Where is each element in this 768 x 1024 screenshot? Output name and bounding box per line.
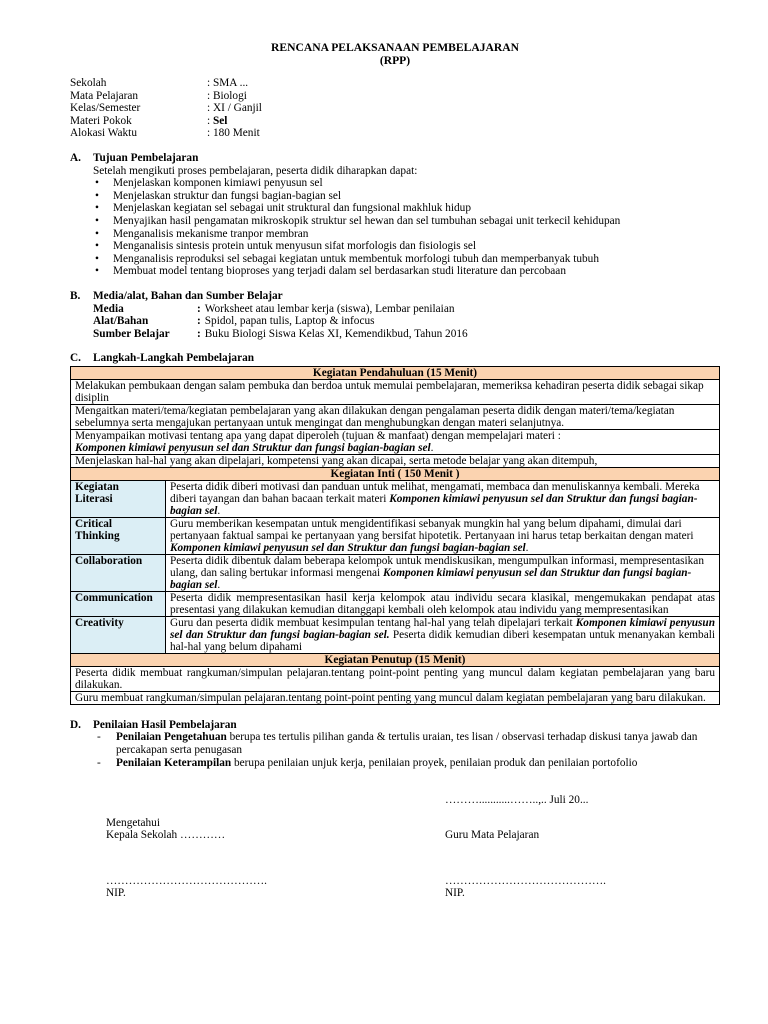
table-row (71, 480, 720, 517)
identity-row (70, 90, 720, 103)
learning-steps-table (70, 366, 720, 705)
table-row (71, 366, 720, 379)
activity-text-critical (166, 517, 720, 554)
activity-label-communication: Communication (71, 591, 166, 616)
identity-table (70, 77, 720, 140)
media-row (93, 315, 720, 328)
media-label: Sumber Belajar (93, 327, 170, 340)
table-cell: Melakukan pembukaan dengan salam pembuka dan berdoa untuk memulai pembelajaran, memeriksa kehadiran peserta didik sebagai sikap disiplin (71, 379, 720, 404)
list-item: • Menganalisis mekanisme tranpor membran (93, 228, 720, 241)
label-line: Literasi (75, 492, 113, 505)
band-penutup: Kegiatan Penutup (15 Menit) (71, 653, 720, 666)
table-cell: Guru membuat rangkuman/simpulan pelajaran.tentang point-point penting yang muncul dalam kegiatan pembelajaran yang baru dilakukan. (71, 691, 720, 704)
list-item: • Membuat model tentang bioproses yang terjadi dalam sel berdasarkan studi literature dan percobaan (93, 265, 720, 278)
nip-right: NIP. (445, 887, 465, 899)
section-title: Tujuan Pembelajaran (93, 151, 199, 164)
table-row (71, 429, 720, 454)
activity-label-literasi (71, 480, 166, 517)
band-pendahuluan: Kegiatan Pendahuluan (15 Menit) (71, 366, 720, 379)
section-c-heading (70, 352, 720, 365)
label-line: Critical (75, 517, 113, 530)
mengetahui-label: Mengetahui (106, 817, 160, 829)
section-a-body (70, 165, 720, 278)
identity-value: : 180 Menit (207, 127, 260, 140)
section-title: Media/alat, Bahan dan Sumber Belajar (93, 289, 283, 302)
identity-value (207, 115, 227, 128)
activity-label-collaboration: Collaboration (71, 554, 166, 591)
cell-text: Menyampaikan motivasi tentang apa yang dapat diperoleh (tujuan & manfaat) dengan mempelajari materi : (75, 429, 561, 442)
table-row (71, 616, 720, 653)
identity-label: Materi Pokok (70, 114, 132, 127)
list-item (93, 731, 720, 756)
activity-label-critical (71, 517, 166, 554)
section-a (70, 152, 720, 278)
identity-label: Alokasi Waktu (70, 127, 137, 140)
table-cell: Menjelaskan hal-hal yang akan dipelajari, kompetensi yang akan dicapai, serta metode belajar yang akan ditempuh, (71, 454, 720, 467)
activity-text-creativity (166, 616, 720, 653)
identity-row (70, 115, 720, 128)
identity-value: : Biologi (207, 89, 247, 102)
cell-text-emphasis: Komponen kimiawi penyusun sel dan Struktur dan fungsi bagian-bagian sel (170, 492, 698, 517)
cell-text: Peserta didik dibentuk dalam beberapa kelompok untuk mendiskusikan, mengumpulkan informasi, mempresentasikan ulang, dan saling bertukar informasi mengenai (170, 554, 704, 579)
table-row (71, 404, 720, 429)
item-bold: Penilaian Pengetahuan (116, 731, 227, 744)
table-row (71, 554, 720, 591)
doc-title-line2: (RPP) (379, 54, 411, 67)
band-inti: Kegiatan Inti ( 150 Menit ) (71, 467, 720, 480)
section-d-heading (70, 719, 720, 732)
item-text: berupa tes tertulis pilihan ganda & tertulis uraian, tes lisan / observasi terhadap diskusi tanya jawab dan percakapan serta penugasan (116, 731, 698, 757)
cell-text-emphasis: Komponen kimiawi penyusun sel dan Struktur dan fungsi bagian-bagian sel (170, 541, 526, 554)
identity-colon: : (207, 114, 213, 127)
media-colon: : (197, 302, 201, 315)
section-b-heading (70, 290, 720, 303)
list-item: • Menyajikan hasil pengamatan mikroskopik struktur sel hewan dan sel tumbuhan sebagai unit terkecil kehidupan (93, 215, 720, 228)
item-text: berupa penilaian unjuk kerja, penilaian proyek, penilaian produk dan penilaian portofolio (231, 756, 638, 769)
nip-left: NIP. (106, 887, 126, 899)
activity-label-creativity: Creativity (71, 616, 166, 653)
media-list (70, 303, 720, 341)
list-item: • Menjelaskan komponen kimiawi penyusun sel (93, 177, 720, 190)
signature-date: ………...........……..,.. Juli 20... (445, 794, 589, 806)
section-number: C. (70, 352, 81, 365)
cell-text: . (430, 441, 434, 454)
identity-value-bold: Sel (212, 114, 228, 127)
media-value: Buku Biologi Siswa Kelas XI, Kemendikbud, Tahun 2016 (204, 327, 468, 340)
identity-value: : XI / Ganjil (207, 102, 262, 115)
list-item: • Menjelaskan struktur dan fungsi bagian-bagian sel (93, 190, 720, 203)
section-title: Penilaian Hasil Pembelajaran (93, 718, 237, 731)
section-number: A. (70, 151, 81, 164)
media-label: Media (93, 302, 124, 315)
section-c (70, 352, 720, 705)
table-row (71, 517, 720, 554)
section-number: B. (70, 289, 81, 302)
signature-line-left: ……………………………………. (106, 875, 267, 887)
identity-label: Sekolah (70, 77, 107, 89)
table-row (71, 379, 720, 404)
section-title: Langkah-Langkah Pembelajaran (93, 352, 255, 365)
media-value: Worksheet atau lembar kerja (siswa), Lembar penilaian (204, 302, 455, 315)
media-value: Spidol, papan tulis, Laptop & infocus (204, 315, 375, 328)
signature-line-right: ……………………………………. (445, 875, 606, 887)
cell-text: . (525, 541, 529, 554)
list-item: • Menganalisis reproduksi sel sebagai kegiatan untuk membentuk morfologi tubuh dan memperbanyak tubuh (93, 253, 720, 266)
cell-text: Peserta didik diberi motivasi dan panduan untuk melihat, mengamati, membaca dan menuliskannya kembali. Mereka diberi tayangan dan bahan bacaan terkait materi (170, 480, 700, 505)
table-row (71, 691, 720, 704)
cell-text: Peserta didik kemudian diberi kesempatan untuk menanyakan kembali hal-hal yang belum dipahami (170, 628, 715, 653)
list-item: • Menganalisis sintesis protein untuk menyusun sifat morfologis dan fisiologis sel (93, 240, 720, 253)
item-bold: Penilaian Keterampilan (116, 756, 232, 769)
activity-text-communication: Peserta didik mempresentasikan hasil kerja kelompok atau individu secara klasikal, mengemukakan pendapat atas presentasi yang dilakukan kemudian ditanggapi kembali oleh kelompok atau individu yang mempresentasikan (166, 591, 720, 616)
table-row (71, 591, 720, 616)
rpp-document (70, 41, 720, 769)
media-row (93, 303, 720, 316)
doc-title-line1: RENCANA PELAKSANAAN PEMBELAJARAN (271, 41, 519, 54)
cell-text: . (217, 578, 221, 591)
cell-text: Guru memberikan kesempatan untuk mengidentifikasi sebanyak mungkin hal yang belum dipahami, dimulai dari pertanyaan faktual sampai ke pertanyaan yang bersifat hipotetik. Pertanyaan ini harus tetap berkaitan dengan materi (170, 517, 694, 542)
section-a-heading (70, 152, 720, 165)
doc-title (70, 41, 720, 67)
media-colon: : (197, 315, 201, 328)
identity-value: : SMA ... (207, 77, 249, 89)
media-label: Alat/Bahan (93, 315, 149, 328)
label-line: Thinking (75, 529, 120, 542)
identity-label: Mata Pelajaran (70, 89, 139, 102)
objectives-list (93, 177, 720, 278)
identity-label: Kelas/Semester (70, 102, 141, 115)
table-cell: Peserta didik membuat rangkuman/simpulan pelajaran.tentang point-point penting yang muncul dalam kegiatan pembelajaran yang baru dilakukan. (71, 666, 720, 691)
table-cell: Mengaitkan materi/tema/kegiatan pembelajaran yang akan dilakukan dengan pengalaman peserta didik dengan materi/tema/kegiatan sebelumnya serta mengajukan pertanyaan untuk mengingat dan menghubungkan dengan materi selanjutnya. (71, 404, 720, 429)
cell-text: Guru dan peserta didik membuat kesimpulan tentang hal-hal yang telah dipelajari terkait (170, 616, 576, 629)
cell-text-emphasis: Komponen kimiawi penyusun sel dan Struktur dan fungsi bagian-bagian sel (75, 441, 431, 454)
identity-row (70, 127, 720, 140)
guru-label: Guru Mata Pelajaran (445, 829, 540, 841)
table-cell (71, 429, 720, 454)
assessment-list (70, 731, 720, 769)
identity-row (70, 77, 720, 90)
activity-text-literasi (166, 480, 720, 517)
list-item: • Menjelaskan kegiatan sel sebagai unit struktural dan fungsional makhluk hidup (93, 202, 720, 215)
media-colon: : (197, 327, 201, 340)
table-row (71, 454, 720, 467)
media-row (93, 328, 720, 341)
list-item (93, 757, 720, 770)
section-b (70, 290, 720, 340)
identity-row (70, 102, 720, 115)
objectives-intro: Setelah mengikuti proses pembelajaran, peserta didik diharapkan dapat: (93, 164, 418, 177)
table-row (71, 653, 720, 666)
kepala-sekolah-label: Kepala Sekolah ………… (106, 829, 226, 841)
table-row (71, 666, 720, 691)
section-d (70, 719, 720, 769)
cell-text-emphasis: Komponen kimiawi penyusun sel dan Struktur dan fungsi bagian-bagian sel. (170, 616, 715, 641)
cell-text: . (217, 504, 221, 517)
cell-text-emphasis: Komponen kimiawi penyusun sel dan Struktur dan fungsi bagian-bagian sel (170, 566, 692, 591)
activity-text-collaboration (166, 554, 720, 591)
label-line: Kegiatan (75, 480, 119, 493)
section-number: D. (70, 718, 81, 731)
table-row (71, 467, 720, 480)
